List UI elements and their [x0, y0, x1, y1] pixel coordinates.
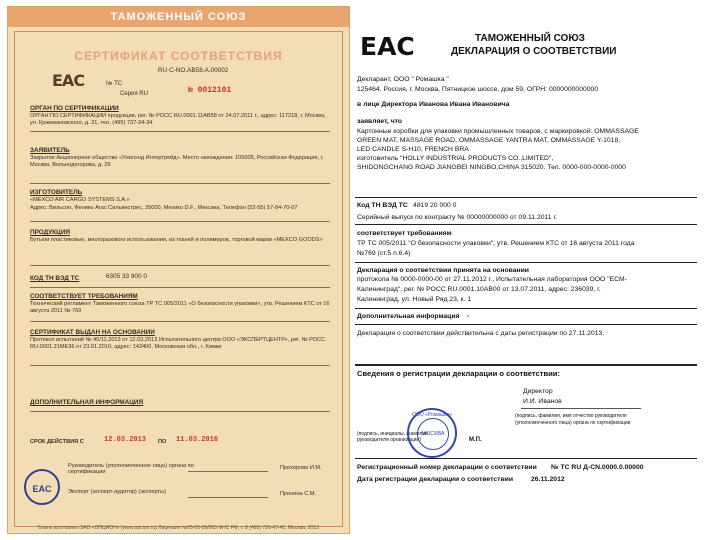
decl-sign-caption: (подпись, фамилия, имя отчество руководителя — [515, 413, 627, 419]
decl-declares: заявляет, что — [357, 118, 403, 125]
eac-logo-text: EAC — [360, 32, 415, 61]
divider — [355, 262, 697, 263]
cert-label-organ: ОРГАН ПО СЕРТИФИКАЦИИ — [30, 105, 119, 112]
decl-manufacturer: изготовитель "HOLLY INDUSTRIAL PRODUCTS CO.,LIMITED", — [357, 155, 554, 162]
divider — [355, 197, 697, 198]
cert-number-prefix: № ТС — [106, 81, 123, 87]
cert-manufacturer-name: «MEXCO AIR CARGO SYSTEMS S.A.» — [30, 197, 130, 203]
decl-requirements-line: ТР ТС 005/2011 "О безопасности упаковки", утв. Решением КТС от 16 августа 2011 года — [357, 240, 635, 247]
cert-signature-name-1: Прохорова И.М. — [280, 465, 322, 471]
certificate-title: СЕРТИФИКАТ СООТВЕТСТВИЯ — [74, 49, 283, 63]
decl-person: в лице Директора Иванова Ивана Ивановича — [357, 101, 510, 108]
cert-series-label: Серия RU — [120, 91, 148, 97]
divider — [30, 287, 330, 288]
eac-logo: EAC — [52, 71, 85, 90]
decl-applicant: Декларант, ООО " Ромашка " — [357, 76, 449, 83]
cert-code-value: 6305 33 900 0 — [106, 273, 147, 280]
cert-date-to: 11.03.2016 — [176, 436, 219, 444]
decl-serial: Серийный выпуск по контракту № 00000000000 от 09.11.2011 г. — [357, 214, 557, 221]
company-stamp — [407, 408, 457, 458]
decl-product-line: GREEN MAT, MASSAGE ROAD, OMMASSAGE YANTRA MAT, OMMASSAGE Y-1018, — [357, 137, 621, 144]
decl-additional-label: Дополнительная информация — [357, 313, 460, 320]
stamp-text: ООО «Ромашка» — [412, 412, 452, 418]
cert-date-to-label: ПО — [158, 439, 167, 445]
cert-signature-role-1: Руководитель (уполномоченное лицо) органа по сертификации — [68, 463, 194, 475]
decl-stamp-caption: (подпись, инициалы, фамилия — [357, 431, 428, 437]
decl-manufacturer-address: SHIDONGCHANG ROAD JIANGBEI NINGBO,CHINA 315020. Тел. 0000-000-0000-0000 — [357, 164, 626, 171]
decl-product-line: LED CANDLE S-H10, FRENCH BRA — [357, 146, 469, 153]
cert-signature-name-2: Пронина С.М. — [280, 491, 317, 497]
signature-line — [521, 408, 641, 409]
divider — [30, 365, 330, 366]
divider — [355, 458, 697, 459]
decl-validity: Декларация о соответствии действительна с даты регистрации по 27.11.2013. — [357, 330, 605, 337]
certificate-document — [7, 6, 350, 534]
cert-date-from: 12.03.2013 — [104, 436, 147, 444]
stamp-inner: МОСКВА — [417, 418, 449, 450]
decl-basis-label: Декларация о соответствии принята на основании — [357, 267, 529, 274]
divider — [30, 221, 330, 222]
decl-mp: М.П. — [469, 437, 482, 443]
decl-reg-number-label: Регистрационный номер декларации о соответствии — [357, 464, 537, 471]
divider — [30, 411, 330, 412]
cert-applicant-text: Закрытое Акционерное общество «Унилэнд Интертрейд». Место нахождения: 105005, Российская Федерация, г. Москва, Вольнодогорова, д. 29 — [30, 155, 324, 169]
declaration-title-union: ТАМОЖЕННЫЙ СОЮЗ — [475, 33, 585, 44]
certificate-header: ТАМОЖЕННЫЙ СОЮЗ — [8, 7, 349, 27]
cert-date-from-label: СРОК ДЕЙСТВИЯ С — [30, 439, 84, 445]
divider — [355, 324, 697, 325]
divider — [30, 131, 330, 132]
decl-basis-line: Калининград", рег. № РОСС RU.0001.10АВ00 от 13.07.2011, адрес: 236039, г. — [357, 286, 601, 293]
cert-label-issued: СЕРТИФИКАТ ВЫДАН НА ОСНОВАНИИ — [30, 329, 155, 336]
cert-product-text: Бутыли пластиковые, многоразового использования, из тканей и полимеров, торговой марки «MEXCO GOODS» — [30, 237, 323, 243]
signature-line — [188, 471, 268, 472]
cert-conformity-text: Технический регламент Таможенного союза ТР ТС 005/2011 «О безопасности упаковки», утв. Решением КТС от 16 августа 2011 № 769 — [30, 301, 330, 315]
decl-sign-caption: (уполномоченного лица) органа по сертификации — [515, 420, 631, 426]
divider — [30, 265, 330, 266]
divider — [355, 308, 697, 309]
decl-director-role: Директор — [523, 388, 553, 395]
decl-code-value: 4819 20 000 0 — [413, 202, 457, 209]
cert-organ-text: ОРГАН ПО СЕРТИФИКАЦИИ продукции, рег. № РОСС RU.0001.11АВ58 от 24.07.2011 г., адрес: 117218, г. Москва, ул. Кржижановского, д. 31, тел. (495) 737-34-34 — [30, 113, 326, 127]
cert-label-product: ПРОДУКЦИЯ — [30, 229, 71, 236]
decl-basis-line: Калининград, ул. Новый Ряд 23, к. 1 — [357, 296, 472, 303]
signature-line — [188, 497, 268, 498]
decl-reg-date-label: Дата регистрации декларации о соответствии — [357, 476, 514, 483]
decl-address: 125464, Россия, г. Москва, Пятницкое шоссе, дом 59, ОГРН: 0000000000000 — [357, 86, 599, 93]
cert-issued-text: Протокол испытаний № 45/11.2013 от 12.03.2013 Испытательного центра ООО «ЭКСПЕРТЦЕНТР», рег. № РОСС RU.0001.21МЕ36 от 23.01.2010, адрес: 143400, Московская обл., г. Химки — [30, 337, 326, 351]
cert-number: RU C-NO.AB58.A.00002 — [158, 67, 229, 74]
decl-additional-value: - — [467, 313, 470, 320]
cert-label-code: КОД ТН ВЭД ТС — [30, 275, 80, 282]
cert-label-manufacturer: ИЗГОТОВИТЕЛЬ — [30, 189, 83, 196]
cert-stamp: EAC — [24, 469, 60, 505]
cert-footer: Бланк изготовлен ЗАО «ОПЦИОН» (www.opcion.ru) Лицензия №05-05-09/003 ФНС РФ, т. 8 (495) 726-47-42, Москва, 2013 — [38, 525, 319, 531]
divider — [355, 364, 697, 366]
decl-requirements-line: №769 (ст.5 п.6.4) — [357, 250, 411, 257]
divider — [30, 183, 330, 184]
cert-label-conformity: СООТВЕТСТВУЕТ ТРЕБОВАНИЯМ — [30, 293, 138, 300]
cert-label-additional: ДОПОЛНИТЕЛЬНАЯ ИНФОРМАЦИЯ — [30, 399, 144, 406]
decl-product-line: Картонные коробки для упаковки промышленных товаров, с маркировкой: OMMASSAGE — [357, 128, 639, 135]
decl-requirements-label: соответствует требованиям — [357, 230, 452, 237]
declaration-title: ДЕКЛАРАЦИЯ О СООТВЕТСТВИИ — [451, 46, 617, 57]
cert-label-applicant: ЗАЯВИТЕЛЬ — [30, 147, 70, 154]
decl-director-name: И.И. Иванов — [523, 398, 562, 405]
decl-reg-date: 26.11.2012 — [531, 476, 565, 483]
decl-code-label: Код ТН ВЭД ТС — [357, 202, 408, 209]
divider — [355, 224, 697, 225]
decl-stamp-caption: руководителя организации) — [357, 437, 421, 443]
declaration-document — [355, 6, 715, 534]
decl-reg-number: № ТС RU Д-CN.0000.0.00000 — [551, 464, 644, 471]
decl-basis-line: протокола № 0000-0000-00 от 27.11.2012 г., Испытательная лаборатория ООО "ЕСМ- — [357, 276, 627, 283]
cert-signature-role-2: Эксперт (эксперт-аудитор) (эксперты) — [68, 489, 166, 495]
cert-manufacturer-text: Адрес: Вильсон, Фенико Агас Сильвестрес, 35000, Мехико D.F., Мексика. Телефон (52-55) 57-84-70-07 — [30, 205, 298, 211]
decl-registration-info: Сведения о регистрации декларации о соответствии: — [357, 369, 560, 378]
cert-series-number: № 0012101 — [188, 86, 232, 95]
divider — [30, 321, 330, 322]
eac-logo-icon — [359, 30, 415, 61]
